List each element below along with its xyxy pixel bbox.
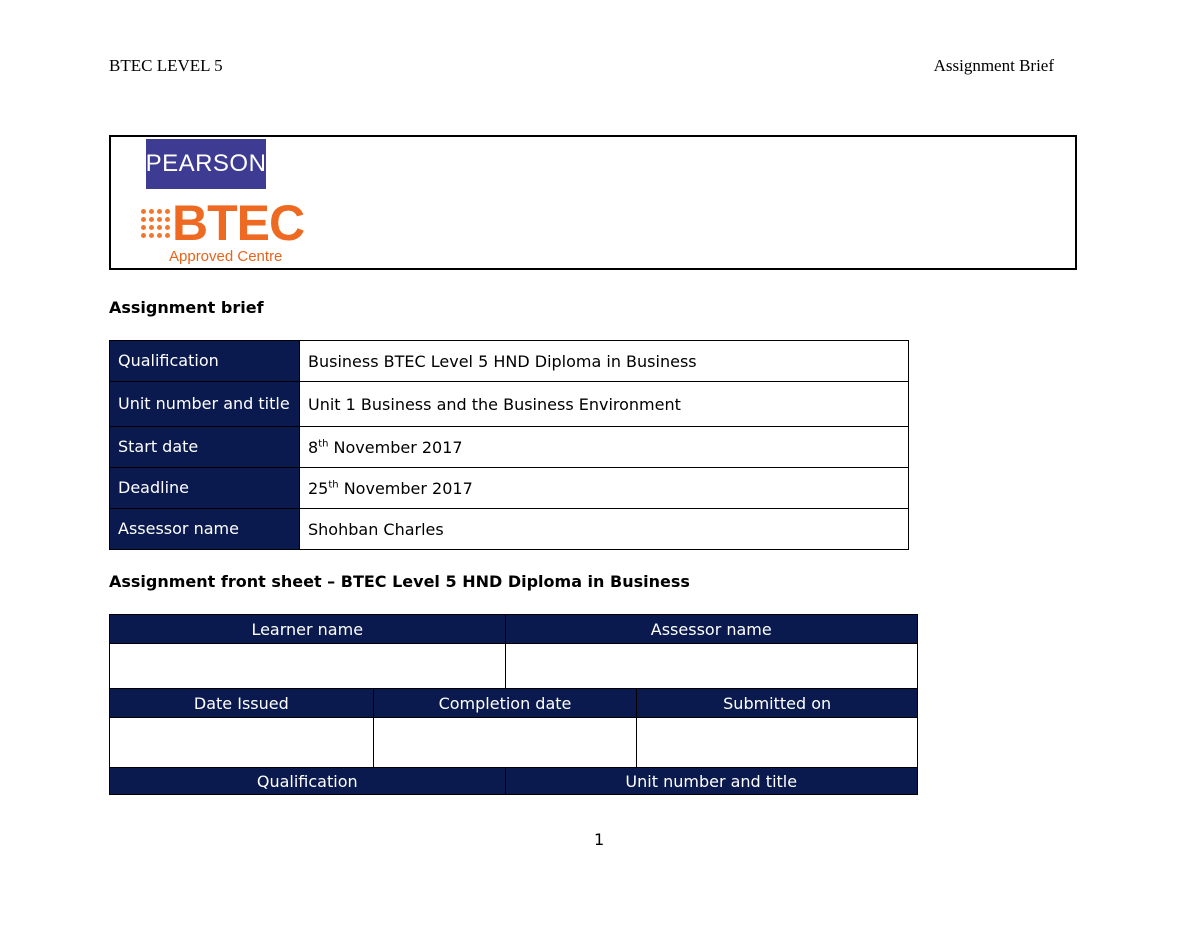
assessor-name-header: Assessor name [505, 615, 918, 644]
assessor-value: Shohban Charles [300, 509, 909, 550]
deadline-day: 25 [308, 478, 329, 498]
btec-logo [141, 195, 304, 251]
front-sheet-title: Assignment front sheet – BTEC Level 5 HND Diploma in Business [109, 572, 690, 591]
date-issued-field[interactable] [110, 718, 374, 768]
deadline-label: Deadline [110, 468, 300, 509]
qualification-value: Business BTEC Level 5 HND Diploma in Business [300, 341, 909, 382]
table-row [110, 341, 909, 382]
pearson-btec-logo [141, 137, 305, 267]
pearson-logo: PEARSON [146, 139, 266, 189]
btec-wordmark: BTEC [172, 195, 305, 251]
assessor-label: Assessor name [110, 509, 300, 550]
assignment-brief-title: Assignment brief [109, 298, 264, 317]
qualification-label: Qualification [110, 341, 300, 382]
submitted-on-header: Submitted on [637, 689, 918, 718]
unit-label: Unit number and title [110, 382, 300, 427]
table-row [110, 768, 918, 795]
learner-name-field[interactable] [110, 644, 506, 689]
start-date-label: Start date [110, 427, 300, 468]
table-row [110, 468, 909, 509]
table-row [110, 382, 909, 427]
table-row [110, 509, 909, 550]
start-date-suffix: th [318, 438, 329, 450]
approved-centre-label: Approved Centre [169, 248, 283, 265]
header-right: Assignment Brief [933, 56, 1054, 75]
date-issued-header: Date Issued [110, 689, 374, 718]
table-row [110, 615, 918, 644]
unit-number-title-header: Unit number and title [505, 768, 918, 795]
table-row [110, 689, 918, 718]
start-date-rest: November 2017 [328, 437, 463, 457]
start-date-value [300, 427, 909, 468]
completion-date-header: Completion date [373, 689, 637, 718]
front-sheet-table [109, 614, 918, 795]
deadline-rest: November 2017 [338, 478, 473, 498]
table-row [110, 718, 918, 768]
start-date-day: 8 [308, 437, 319, 457]
btec-dots-icon [141, 209, 170, 238]
deadline-suffix: th [328, 479, 339, 491]
page-number: 1 [594, 830, 605, 849]
table-row [110, 427, 909, 468]
assignment-brief-table [109, 340, 909, 550]
unit-value: Unit 1 Business and the Business Environment [300, 382, 909, 427]
logo-box [109, 135, 1077, 270]
qualification-header: Qualification [110, 768, 506, 795]
completion-date-field[interactable] [373, 718, 637, 768]
learner-name-header: Learner name [110, 615, 506, 644]
table-row [110, 644, 918, 689]
deadline-value [300, 468, 909, 509]
header-left: BTEC LEVEL 5 [109, 56, 223, 75]
submitted-on-field[interactable] [637, 718, 918, 768]
assessor-name-field[interactable] [505, 644, 918, 689]
